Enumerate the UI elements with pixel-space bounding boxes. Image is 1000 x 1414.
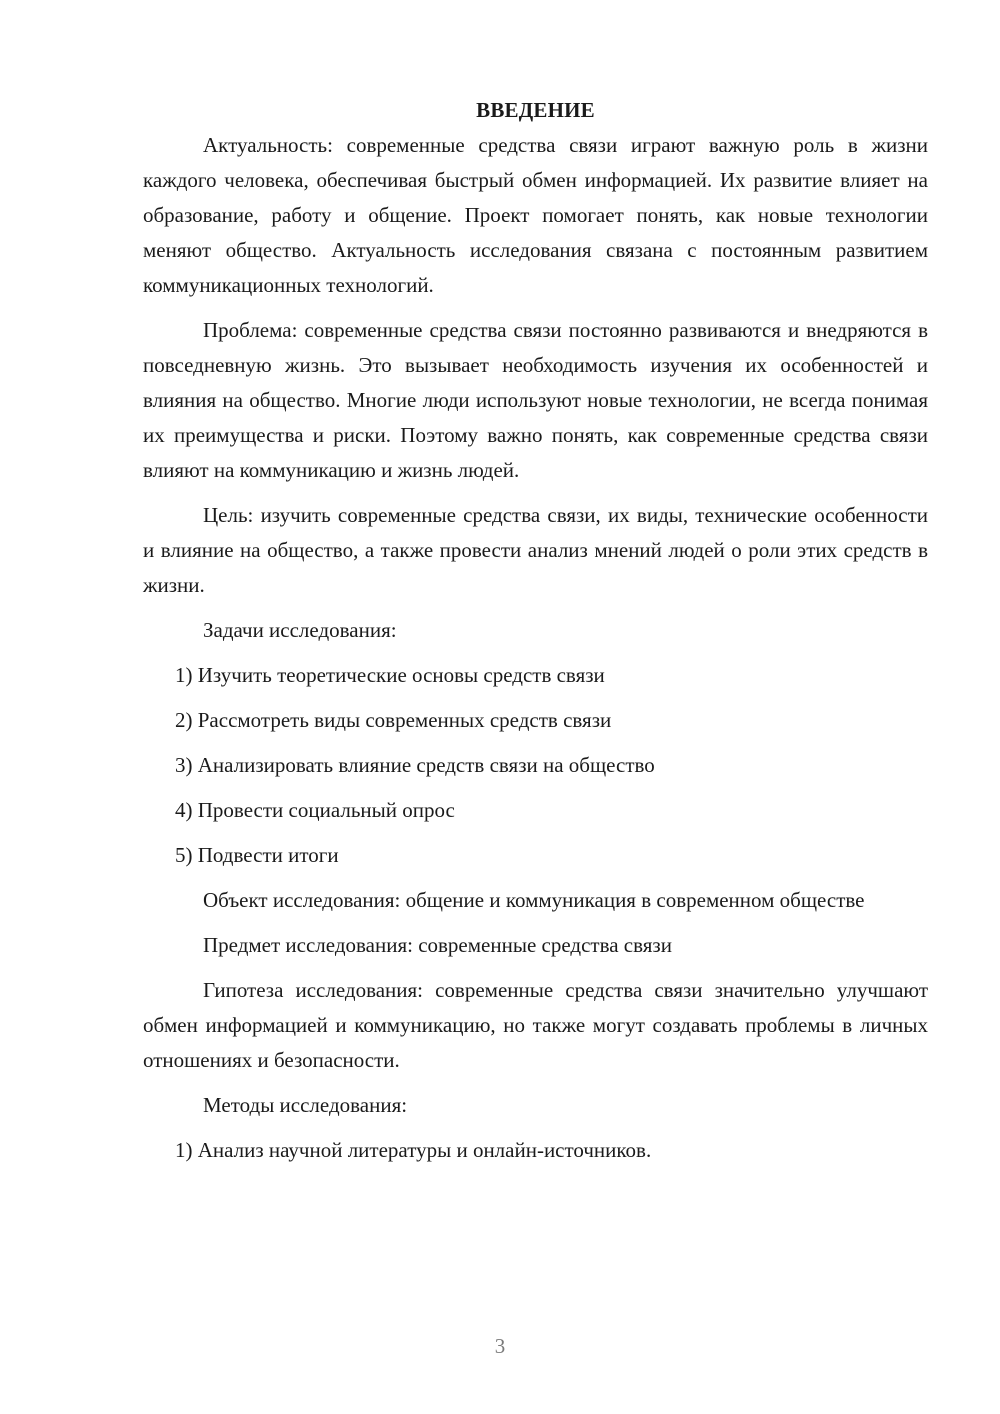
paragraph-goal: Цель: изучить современные средства связи, их виды, технические особенности и влияние на общество, а также провести анализ мнений людей о роли этих средств в жизни. <box>143 503 928 597</box>
page-title: ВВЕДЕНИЕ <box>476 98 595 122</box>
tasks-heading: Задачи исследования: <box>203 618 397 642</box>
tasks-list <box>143 658 928 873</box>
paragraph-object: Объект исследования: общение и коммуникация в современном обществе <box>203 888 865 912</box>
method-item-1: 1) Анализ научной литературы и онлайн-источников. <box>175 1138 652 1162</box>
paragraph-relevance: Актуальность: современные средства связи играют важную роль в жизни каждого человека, обеспечивая быстрый обмен информацией. Их развитие влияет на образование, работу и общение. Проект помогает понять, как новые технологии меняют общество. Актуальность исследования связана с постоянным развитием коммуникационных технологий. <box>143 133 928 297</box>
methods-list <box>143 1133 928 1168</box>
methods-heading: Методы исследования: <box>203 1093 408 1117</box>
page-number: 3 <box>494 1334 506 1358</box>
task-item-3: 3) Анализировать влияние средств связи на общество <box>175 753 655 777</box>
task-item-5: 5) Подвести итоги <box>175 843 339 867</box>
task-item-2: 2) Рассмотреть виды современных средств связи <box>175 708 612 732</box>
document-page <box>143 95 928 1178</box>
task-item-1: 1) Изучить теоретические основы средств связи <box>175 663 605 687</box>
paragraph-subject: Предмет исследования: современные средства связи <box>203 933 672 957</box>
paragraph-hypothesis: Гипотеза исследования: современные средства связи значительно улучшают обмен информацией и коммуникацию, но также могут создавать проблемы в личных отношениях и безопасности. <box>143 978 928 1072</box>
task-item-4: 4) Провести социальный опрос <box>175 798 455 822</box>
paragraph-problem: Проблема: современные средства связи постоянно развиваются и внедряются в повседневную жизнь. Это вызывает необходимость изучения их особенностей и влияния на общество. Многие люди используют новые технологии, не всегда понимая их преимущества и риски. Поэтому важно понять, как современные средства связи влияют на коммуникацию и жизнь людей. <box>143 318 928 482</box>
